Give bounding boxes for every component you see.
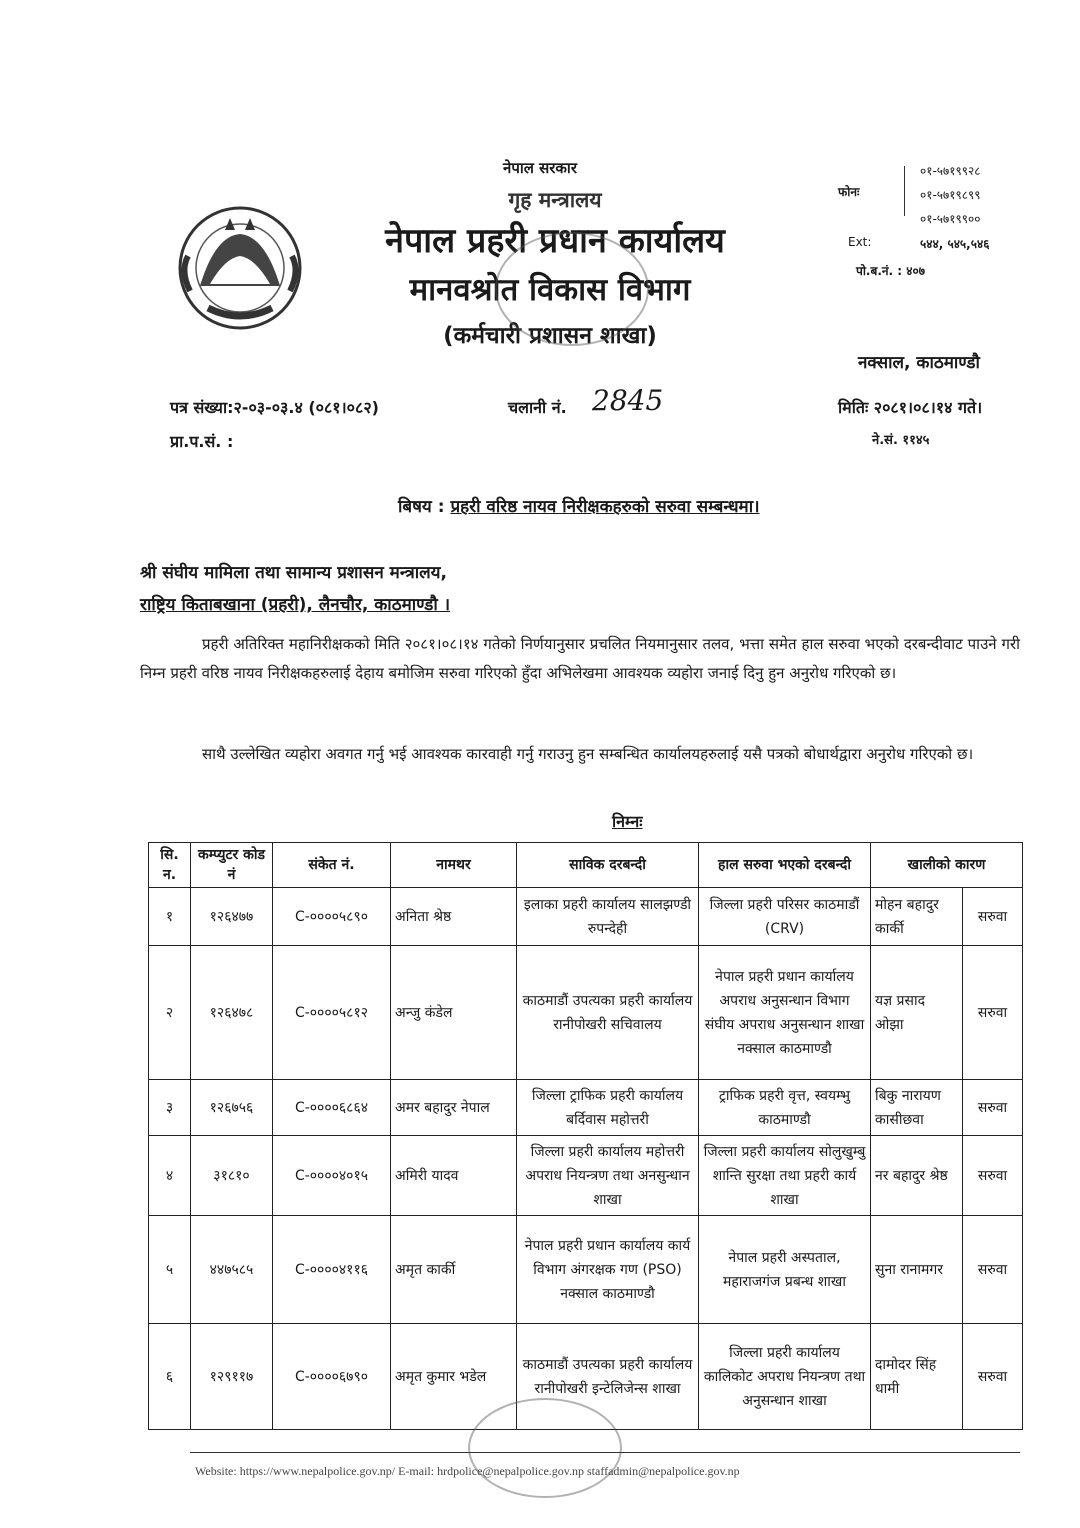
- branch-name: (कर्मचारी प्रशासन शाखा): [443, 323, 657, 349]
- subject-text: प्रहरी वरिष्ठ नायव निरीक्षकहरुको सरुवा सम्बन्धमा।: [450, 497, 760, 517]
- subject-label: बिषय :: [398, 497, 445, 517]
- cell-code: १२६४७८: [191, 946, 273, 1080]
- po-box: पो.ब.नं. : ४०७: [856, 264, 925, 278]
- cell-name: अमर बहादुर नेपाल: [391, 1080, 517, 1136]
- office-stamp: [495, 232, 649, 346]
- nepal-government-emblem: [170, 196, 310, 336]
- cell-vacated-by: सुना रानामगर: [871, 1216, 963, 1324]
- cell-name: अनिता श्रेष्ठ: [391, 888, 517, 946]
- cell-new-post: जिल्ला प्रहरी परिसर काठमाडौं (CRV): [699, 888, 871, 946]
- header-serial: सि. न.: [149, 843, 191, 888]
- dispatch-number-handwritten: 2845: [592, 384, 664, 417]
- cell-previous-post: जिल्ला प्रहरी कार्यालय महोत्तरी अपराध नियन्त्रण तथा अनसुन्धान शाखा: [517, 1136, 699, 1216]
- ministry-name: गृह मन्त्रालय: [508, 188, 602, 212]
- addressee-line-2: राष्ट्रिय किताबखाना (प्रहरी), लैनचौर, काठमाण्डौ ।: [140, 595, 451, 615]
- dispatch-label: चलानी नं.: [508, 398, 567, 417]
- table-header-row: [149, 843, 1023, 888]
- cell-symbol: C-००००६८६४: [273, 1080, 391, 1136]
- cell-serial: ३: [149, 1080, 191, 1136]
- cell-reason: सरुवा: [963, 1136, 1023, 1216]
- cell-new-post: जिल्ला प्रहरी कार्यालय कालिकोट अपराध नियन्त्रण तथा अनुसन्धान शाखा: [699, 1324, 871, 1430]
- header-name: नामथर: [391, 843, 517, 888]
- table-row: [149, 946, 1023, 1080]
- phone-3: ०१-५७१९९००: [920, 212, 981, 226]
- cell-vacated-by: यज्ञ प्रसाद ओझा: [871, 946, 963, 1080]
- cell-name: अमृत कार्की: [391, 1216, 517, 1324]
- cell-vacated-by: मोहन बहादुर कार्की: [871, 888, 963, 946]
- header-symbol-no: संकेत नं.: [273, 843, 391, 888]
- letter-date: मितिः २०८१।०८।१४ गते।: [838, 398, 983, 417]
- cell-name: अन्जु कंडेल: [391, 946, 517, 1080]
- cell-previous-post: काठमाडौं उपत्यका प्रहरी कार्यालय रानीपोखरी सचिवालय: [517, 946, 699, 1080]
- cell-reason: सरुवा: [963, 888, 1023, 946]
- cell-reason: सरुवा: [963, 1324, 1023, 1430]
- table-row: [149, 888, 1023, 946]
- body-paragraph-2: साथै उल्लेखित व्यहोरा अवगत गर्नु भई आवश्यक कारवाही गर्नु गराउनु हुन सम्बन्धित कार्यालयहरुलाई यसै पत्रको बोधार्थद्वारा अनुरोध गरिएको छ।: [202, 745, 974, 763]
- phone-2: ०१-५७१९८९९: [920, 188, 981, 202]
- cell-symbol: C-००००४११६: [273, 1216, 391, 1324]
- cell-reason: सरुवा: [963, 1216, 1023, 1324]
- bottom-office-stamp: [468, 1398, 622, 1498]
- phone-bracket: [904, 166, 905, 216]
- prapasa-label: प्रा.प.सं. :: [170, 432, 234, 451]
- cell-reason: सरुवा: [963, 946, 1023, 1080]
- cell-new-post: जिल्ला प्रहरी कार्यालय सोलुखुम्बु शान्ति सुरक्षा तथा प्रहरी कार्य शाखा: [699, 1136, 871, 1216]
- cell-previous-post: इलाका प्रहरी कार्यालय सालझण्डी रुपन्देही: [517, 888, 699, 946]
- header-new-post: हाल सरुवा भएको दरबन्दी: [699, 843, 871, 888]
- header-vacancy-reason: खालीको कारण: [871, 843, 1023, 888]
- cell-new-post: नेपाल प्रहरी अस्पताल, महाराजगंज प्रबन्ध शाखा: [699, 1216, 871, 1324]
- nimna-heading: निम्नः: [612, 812, 643, 831]
- letter-number: पत्र संख्या:२-०३-०३.४ (०८१।०८२): [170, 398, 379, 417]
- cell-vacated-by: दामोदर सिंह धामी: [871, 1324, 963, 1430]
- table-row: [149, 1216, 1023, 1324]
- subject-line: [398, 494, 760, 517]
- cell-symbol: C-००००४०१५: [273, 1136, 391, 1216]
- cell-serial: २: [149, 946, 191, 1080]
- cell-new-post: नेपाल प्रहरी प्रधान कार्यालय अपराध अनुसन्धान विभाग संघीय अपराध अनुसन्धान शाखा नक्साल काठमाण्डौ: [699, 946, 871, 1080]
- cell-name: अमृत कुमार भडेल: [391, 1324, 517, 1430]
- table-row: [149, 1080, 1023, 1136]
- body-paragraph-1: प्रहरी अतिरिक्त महानिरीक्षकको मिति २०८१।०८।१४ गतेको निर्णयानुसार प्रचलित नियमानुसार तलव, भत्ता समेत हाल सरुवा भएको दरबन्दीवाट पाउने गरी निम्न प्रहरी वरिष्ठ नायव निरीक्षकहरुलाई देहाय बमोजिम सरुवा गरिएको हुँदा अभिलेखमा आवश्यक व्यहोरा जनाई दिनु हुन अनुरोध गरिएको छ।: [140, 635, 1020, 682]
- cell-symbol: C-००००५८१२: [273, 946, 391, 1080]
- cell-previous-post: जिल्ला ट्राफिक प्रहरी कार्यालय बर्दिवास महोत्तरी: [517, 1080, 699, 1136]
- cell-symbol: C-००००६७९०: [273, 1324, 391, 1430]
- cell-previous-post: नेपाल प्रहरी प्रधान कार्यालय कार्य विभाग अंगरक्षक गण (PSO) नक्साल काठमाण्डौ: [517, 1216, 699, 1324]
- addressee-line-1: श्री संघीय मामिला तथा सामान्य प्रशासन मन्त्रालय,: [140, 563, 447, 583]
- cell-serial: १: [149, 888, 191, 946]
- cell-vacated-by: नर बहादुर श्रेष्ठ: [871, 1136, 963, 1216]
- cell-code: ३१८१०: [191, 1136, 273, 1216]
- cell-serial: ४: [149, 1136, 191, 1216]
- cell-vacated-by: बिकु नारायण कासीछवा: [871, 1080, 963, 1136]
- nepal-sambat-date: ने.सं. ११४५: [872, 433, 930, 448]
- cell-name: अमिरी यादव: [391, 1136, 517, 1216]
- cell-symbol: C-००००५८९०: [273, 888, 391, 946]
- cell-code: १२६७५६: [191, 1080, 273, 1136]
- header-computer-code: कम्प्युटर कोड नं: [191, 843, 273, 888]
- cell-code: १२६४७७: [191, 888, 273, 946]
- phone-label: फोनः: [838, 185, 860, 199]
- table-row: [149, 1136, 1023, 1216]
- transfer-table: [148, 842, 1023, 1430]
- ext-value: ५४४, ५४५,५४६: [920, 237, 990, 251]
- govt-label: नेपाल सरकार: [503, 159, 577, 177]
- office-name: नेपाल प्रहरी प्रधान कार्यालय: [385, 221, 725, 261]
- cell-serial: ६: [149, 1324, 191, 1430]
- office-address: नक्साल, काठमाण्डौ: [858, 353, 980, 373]
- cell-new-post: ट्राफिक प्रहरी वृत्त, स्वयम्भु काठमाण्डौ: [699, 1080, 871, 1136]
- footer-divider: [190, 1452, 1020, 1453]
- phone-1: ०१-५७१९९२८: [920, 164, 981, 178]
- cell-serial: ५: [149, 1216, 191, 1324]
- cell-previous-post: काठमाडौं उपत्यका प्रहरी कार्यालय रानीपोखरी इन्टेलिजेन्स शाखा: [517, 1324, 699, 1430]
- cell-reason: सरुवा: [963, 1080, 1023, 1136]
- header-previous-post: साविक दरबन्दी: [517, 843, 699, 888]
- cell-code: ४४७५८५: [191, 1216, 273, 1324]
- ext-label: Ext:: [848, 235, 872, 249]
- department-name: मानवश्रोत विकास विभाग: [409, 272, 691, 308]
- footer-contact: Website: https://www.nepalpolice.gov.np/ E-mail: hrdpolice@nepalpolice.gov.np staffadmin@nepalpolice.gov.np: [195, 1464, 740, 1478]
- cell-code: १२९११७: [191, 1324, 273, 1430]
